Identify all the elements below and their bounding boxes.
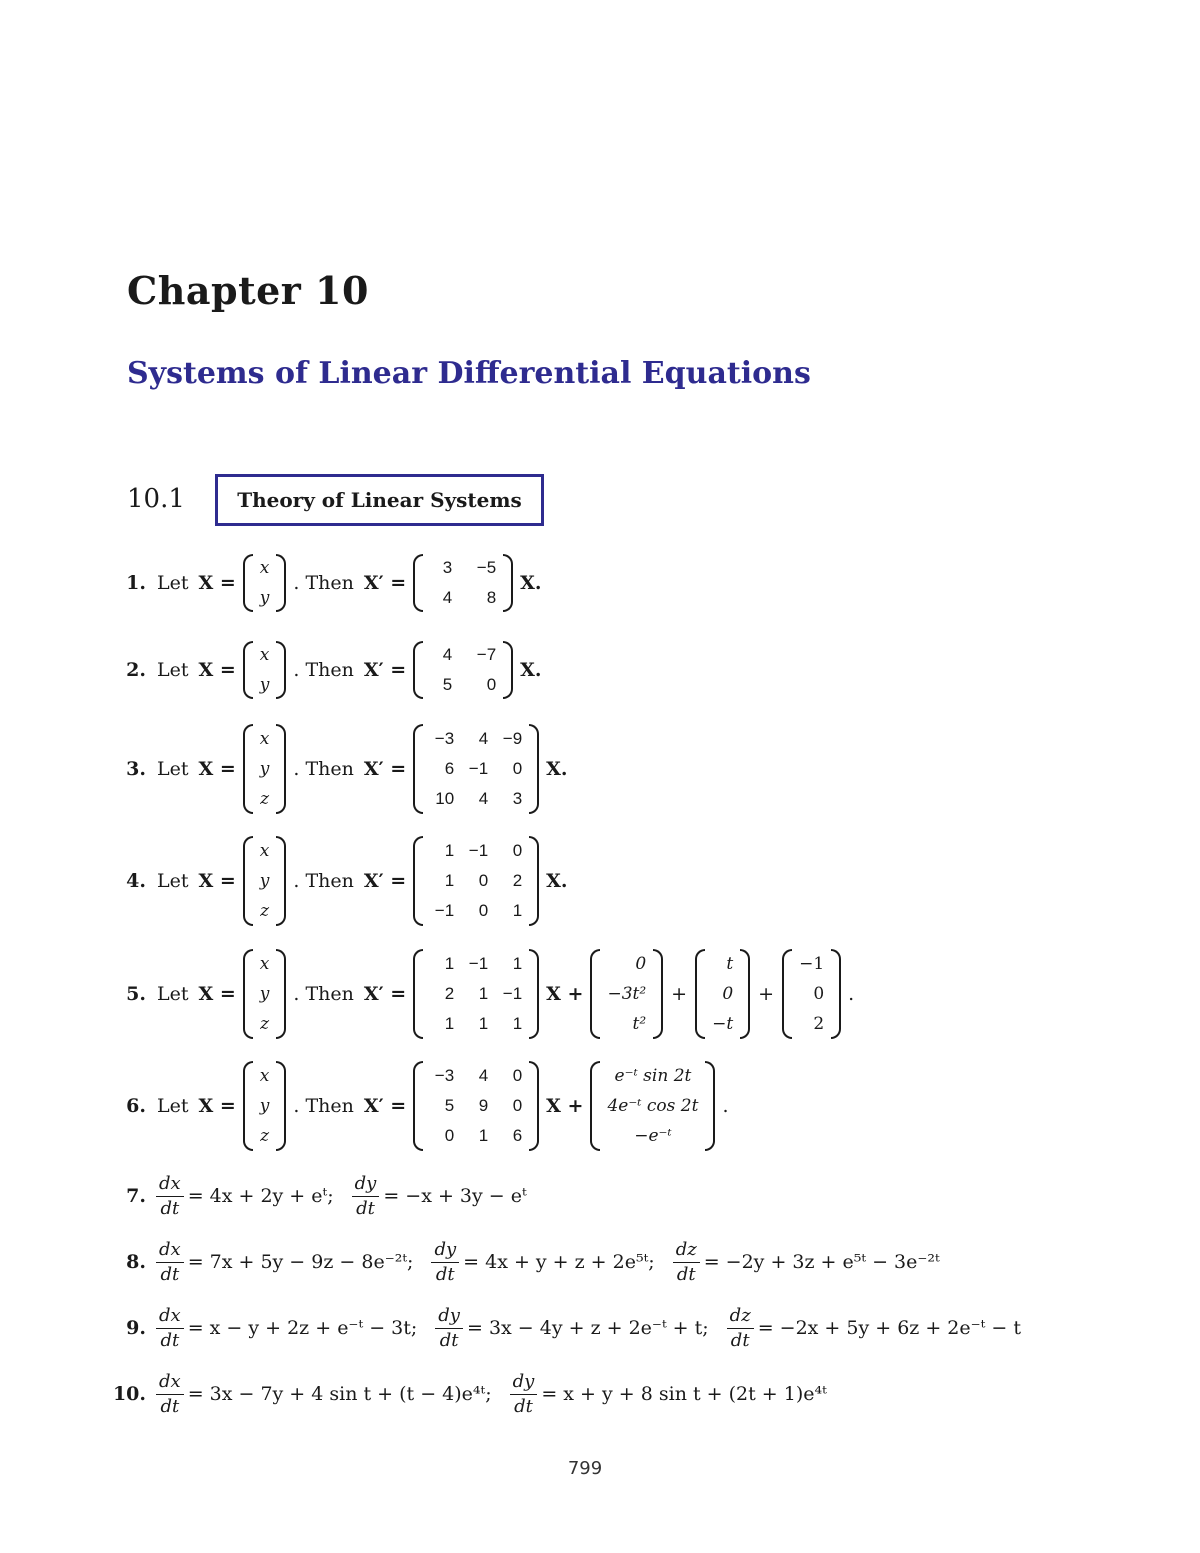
state-vector: x y z [243,724,287,814]
problem-number: 3. [126,758,146,780]
section-title-box [215,474,544,526]
derivative: $\frac{dy}{dt}$ [352,1174,380,1219]
x-plus: X + [546,1095,584,1117]
equation-rhs: = 3x − 7y + 4 sin t + (t − 4)e⁴ᵗ; [187,1383,492,1406]
let-label: Let [157,572,189,594]
let-label: Let [157,870,189,892]
x-prime-equals: X′ = [363,572,407,594]
derivative: $\frac{dx}{dt}$ [156,1306,184,1351]
plus-sign: + [671,983,688,1005]
x-end: X. [546,758,568,780]
x-equals: X = [198,870,236,892]
then-label: . Then [293,758,354,780]
state-vector: x y [243,553,287,613]
x-equals: X = [198,1095,236,1117]
problem-8 [116,1240,954,1285]
equation-rhs: = 7x + 5y − 9z − 8e⁻²ᵗ; [187,1251,414,1274]
x-prime-equals: X′ = [363,983,407,1005]
problem-number: 8. [126,1251,146,1274]
section-number: 10.1 [127,484,185,514]
x-equals: X = [198,983,236,1005]
period: . [722,1095,729,1117]
problem-number: 9. [126,1317,146,1340]
coefficient-matrix: −3 4 0 5 9 0 0 1 6 [413,1061,539,1151]
plus-sign: + [758,983,775,1005]
equation-rhs: = −2y + 3z + e⁵ᵗ − 3e⁻²ᵗ [703,1251,940,1274]
forcing-vector: e⁻ᵗ sin 2t 4e⁻ᵗ cos 2t −e⁻ᵗ [590,1061,715,1151]
problem-10 [110,1372,841,1417]
x-prime-equals: X′ = [363,870,407,892]
x-equals: X = [198,572,236,594]
section-title: Theory of Linear Systems [237,488,522,512]
derivative: $\frac{dy}{dt}$ [510,1372,538,1417]
derivative: $\frac{dz}{dt}$ [673,1240,700,1285]
problem-number: 4. [126,870,146,892]
forcing-vector: t 0 −t [695,949,750,1039]
equation-rhs: = 3x − 4y + z + 2e⁻ᵗ + t; [466,1317,709,1340]
problem-9 [116,1306,1035,1351]
x-equals: X = [198,758,236,780]
derivative: $\frac{dx}{dt}$ [156,1372,184,1417]
coefficient-matrix: 1 −1 0 1 0 2 −1 0 1 [413,836,539,926]
problem-7 [116,1174,541,1219]
chapter-title: Chapter 10 [127,268,369,313]
let-label: Let [157,1095,189,1117]
derivative: $\frac{dx}{dt}$ [156,1240,184,1285]
coefficient-matrix: 1 −1 1 2 1 −1 1 1 1 [413,949,539,1039]
coefficient-matrix: −3 4 −9 6 −1 0 10 4 3 [413,724,539,814]
forcing-vector: 0 −3t² t² [590,949,663,1039]
problem-6 [116,1061,733,1151]
problem-5 [116,949,859,1039]
x-end: X. [546,870,568,892]
state-vector: x y [243,640,287,700]
problem-number: 7. [126,1185,146,1208]
then-label: . Then [293,870,354,892]
equation-rhs: = x − y + 2z + e⁻ᵗ − 3t; [187,1317,418,1340]
problem-number: 10. [112,1383,146,1406]
then-label: . Then [293,1095,354,1117]
x-end: X. [520,659,542,681]
derivative: $\frac{dx}{dt}$ [156,1174,184,1219]
derivative: $\frac{dy}{dt}$ [431,1240,459,1285]
problem-2 [116,640,547,700]
then-label: . Then [293,983,354,1005]
x-equals: X = [198,659,236,681]
coefficient-matrix: 4 −7 5 0 [413,640,513,700]
period: . [848,983,855,1005]
x-prime-equals: X′ = [363,758,407,780]
chapter-subtitle: Systems of Linear Differential Equations [127,356,811,391]
equation-rhs: = x + y + 8 sin t + (2t + 1)e⁴ᵗ [541,1383,827,1406]
equation-rhs: = −x + 3y − eᵗ [383,1185,527,1208]
problem-3 [116,724,573,814]
forcing-vector: −1 0 2 [782,949,841,1039]
let-label: Let [157,983,189,1005]
x-end: X. [520,572,542,594]
x-plus: X + [546,983,584,1005]
coefficient-matrix: 3 −5 4 8 [413,553,513,613]
problem-number: 2. [126,659,146,681]
problem-number: 1. [126,572,146,594]
state-vector: x y z [243,836,287,926]
x-prime-equals: X′ = [363,1095,407,1117]
let-label: Let [157,659,189,681]
state-vector: x y z [243,1061,287,1151]
page-number: 799 [567,1458,603,1479]
problem-number: 6. [126,1095,146,1117]
x-prime-equals: X′ = [363,659,407,681]
equation-rhs: = 4x + 2y + eᵗ; [187,1185,334,1208]
state-vector: x y z [243,949,287,1039]
equation-rhs: = −2x + 5y + 6z + 2e⁻ᵗ − t [757,1317,1021,1340]
let-label: Let [157,758,189,780]
problem-1 [116,553,547,613]
then-label: . Then [293,572,354,594]
problem-number: 5. [126,983,146,1005]
derivative: $\frac{dz}{dt}$ [727,1306,754,1351]
derivative: $\frac{dy}{dt}$ [435,1306,463,1351]
then-label: . Then [293,659,354,681]
equation-rhs: = 4x + y + z + 2e⁵ᵗ; [463,1251,655,1274]
problem-4 [116,836,573,926]
